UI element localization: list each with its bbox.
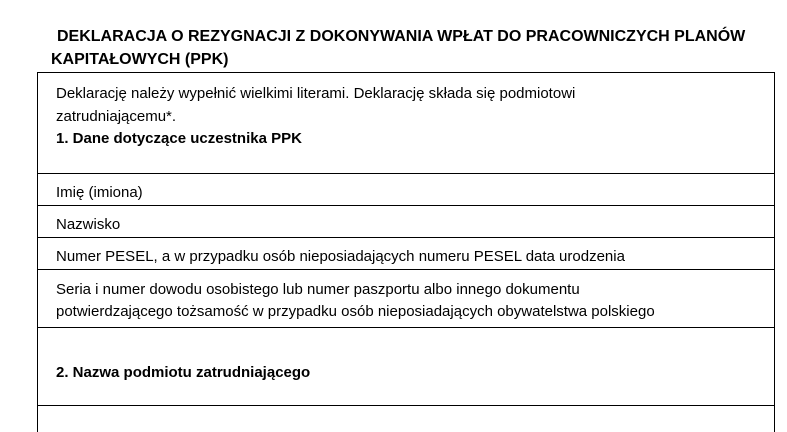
pesel-row[interactable] bbox=[38, 237, 774, 270]
section-1-heading: 1. Dane dotyczące uczestnika PPK bbox=[56, 130, 302, 147]
last-name-row[interactable] bbox=[38, 205, 774, 238]
declaration-form-table bbox=[37, 72, 775, 432]
intro-row bbox=[38, 73, 774, 174]
last-name-label: Nazwisko bbox=[56, 216, 121, 233]
id-document-label-line-2: potwierdzającego tożsamość w przypadku osób nieposiadających obywatelstwa polskiego bbox=[56, 303, 655, 320]
section-2-heading: 2. Nazwa podmiotu zatrudniającego bbox=[56, 364, 311, 381]
first-name-row[interactable] bbox=[38, 173, 774, 206]
first-name-label: Imię (imiona) bbox=[56, 184, 143, 201]
pesel-label: Numer PESEL, a w przypadku osób nieposiadających numeru PESEL data urodzenia bbox=[56, 248, 625, 265]
intro-text-line-2: zatrudniającemu*. bbox=[56, 108, 177, 125]
document-title-line-1: DEKLARACJA O REZYGNACJI Z DOKONYWANIA WPŁAT DO PRACOWNICZYCH PLANÓW bbox=[57, 28, 746, 45]
id-document-label-line-1: Seria i numer dowodu osobistego lub numer paszportu albo innego dokumentu bbox=[56, 281, 580, 298]
section-2-row bbox=[38, 327, 774, 406]
id-document-row[interactable] bbox=[38, 269, 774, 328]
intro-text-line-1: Deklarację należy wypełnić wielkimi literami. Deklarację składa się podmiotowi bbox=[56, 85, 576, 102]
document-title-line-2: KAPITAŁOWYCH (PPK) bbox=[51, 51, 229, 68]
